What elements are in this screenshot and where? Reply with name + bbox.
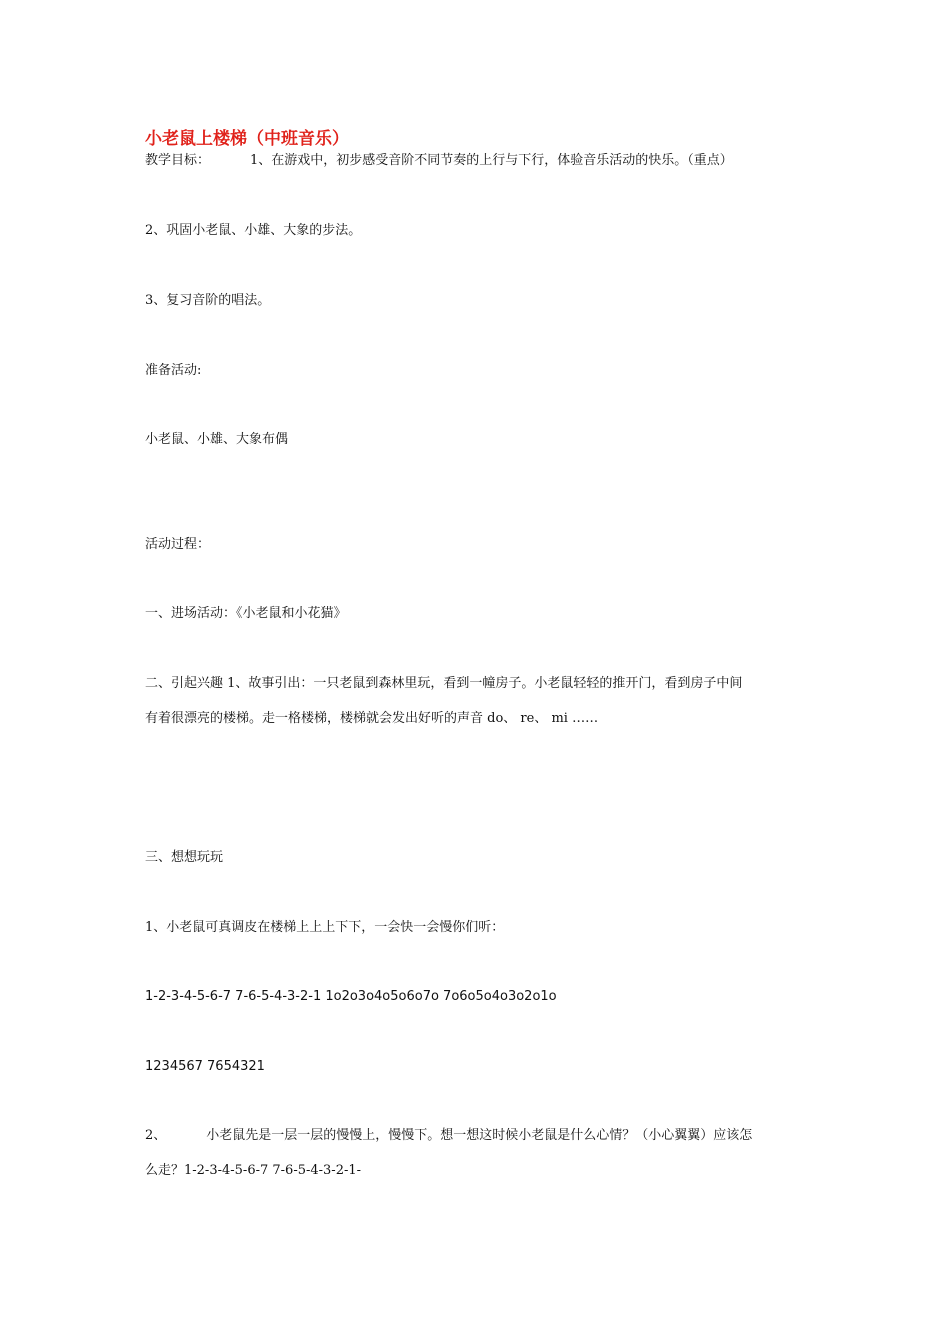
goals-row xyxy=(145,152,733,170)
step-3-2-line-2: 么走？1-2-3-4-5-6-7 7-6-5-4-3-2-1- xyxy=(145,1163,362,1178)
goal-3: 3、复习音阶的唱法。 xyxy=(145,293,271,308)
step-1: 一、进场活动：《小老鼠和小花猫》 xyxy=(145,606,347,621)
goal-2: 2、巩固小老鼠、小雄、大象的步法。 xyxy=(145,223,362,238)
step-3-2-line-1 xyxy=(145,1127,752,1145)
prep-label: 准备活动: xyxy=(145,363,202,378)
step-2-line-2: 有着很漂亮的楼梯。走一格楼梯，楼梯就会发出好听的声音 do、 re、 mi …… xyxy=(145,711,599,726)
step-3-2-number: 2、 xyxy=(145,1128,167,1143)
note-sequence-1: 1-2-3-4-5-6-7 7-6-5-4-3-2-1 1o2o3o4o5o6o7o 7o6o5o4o3o2o1o xyxy=(145,989,557,1004)
prep-items: 小老鼠、小雄、大象布偶 xyxy=(145,432,289,447)
goals-label: 教学目标： xyxy=(145,153,211,168)
step-3-heading: 三、想想玩玩 xyxy=(145,850,224,865)
process-label: 活动过程： xyxy=(145,537,211,552)
step-3-1: 1、小老鼠可真调皮在楼梯上上上下下，一会快一会慢你们听： xyxy=(145,920,505,935)
step-3-2-text: 小老鼠先是一层一层的慢慢上，慢慢下。想一想这时候小老鼠是什么心情？（小心翼翼）应该怎 xyxy=(206,1128,753,1143)
note-sequence-2: 1234567 7654321 xyxy=(145,1059,265,1074)
goal-1: 1、在游戏中，初步感受音阶不同节奏的上行与下行，体验音乐活动的快乐。（重点） xyxy=(250,153,733,168)
step-2-line-1: 二、引起兴趣 1、故事引出：一只老鼠到森林里玩，看到一幢房子。小老鼠轻轻的推开门，看到房子中间 xyxy=(145,676,743,691)
document-title: 小老鼠上楼梯（中班音乐） xyxy=(145,129,349,149)
